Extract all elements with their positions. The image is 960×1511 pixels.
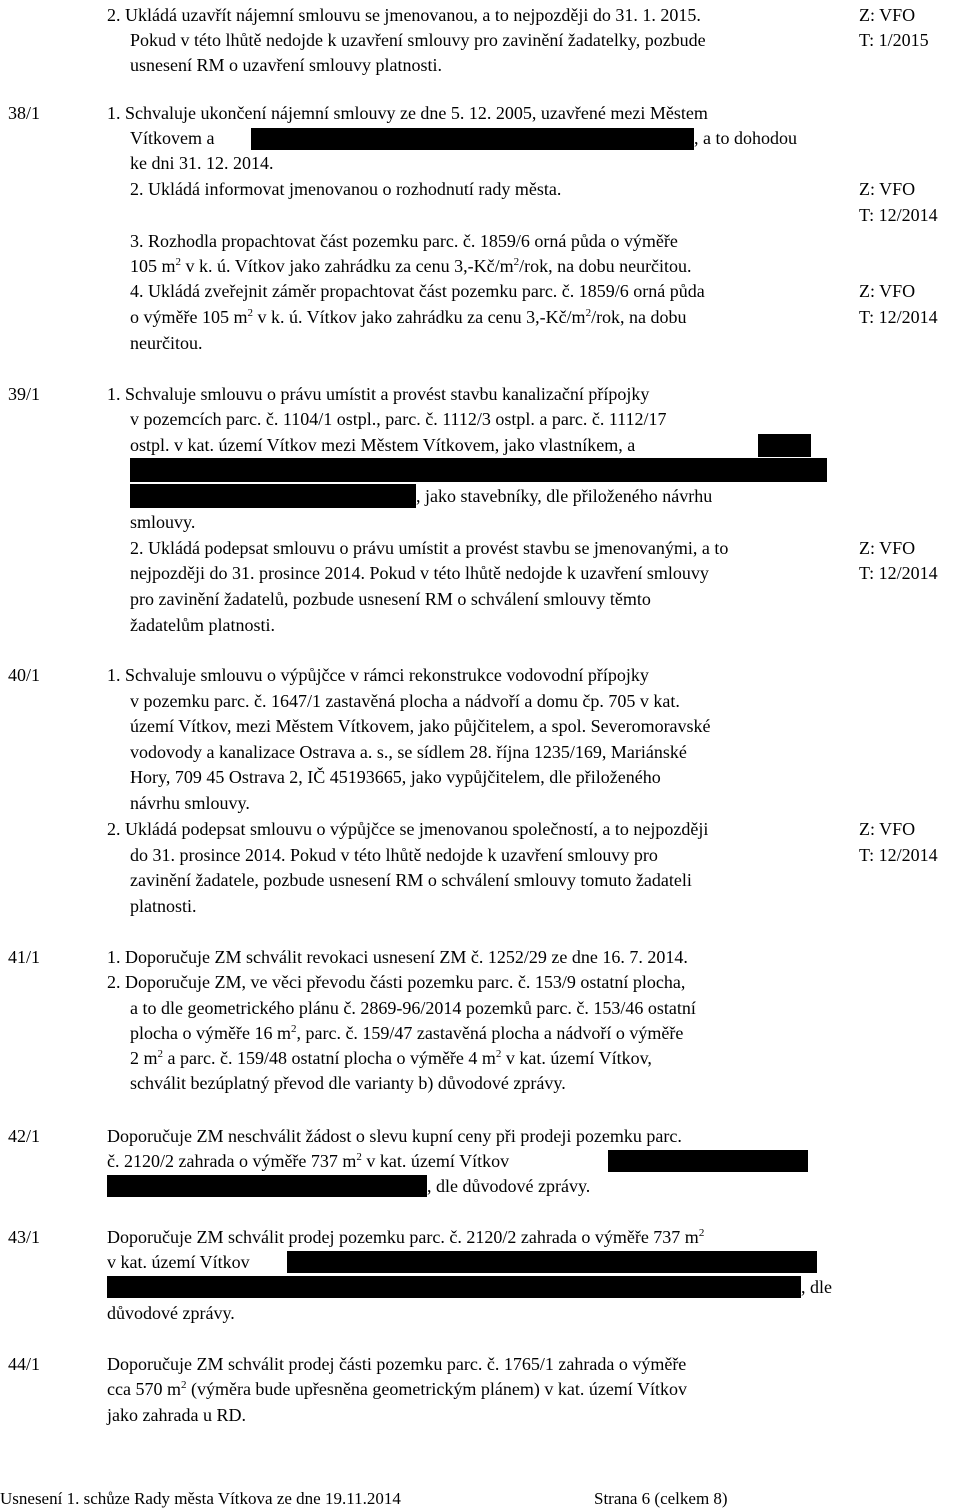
deadline-label: T: 1/2015	[859, 30, 929, 50]
resolution-number: 40/1	[8, 665, 41, 685]
text-line: 1. Schvaluje smlouvu o právu umístit a provést stavbu kanalizační přípojky	[107, 384, 650, 404]
redaction-bar	[130, 484, 416, 508]
text-line: , jako stavebníky, dle přiloženého návrhu	[416, 486, 713, 506]
resolution-number: 39/1	[8, 384, 41, 404]
redaction-bar	[251, 128, 694, 150]
text-line: 2. Ukládá uzavřít nájemní smlouvu se jmenovanou, a to nejpozději do 31. 1. 2015.	[107, 5, 701, 25]
redaction-bar	[107, 1175, 427, 1197]
text-line: v pozemku parc. č. 1647/1 zastavěná plocha a nádvoří a domu čp. 705 v kat.	[130, 691, 680, 711]
text-line: do 31. prosince 2014. Pokud v této lhůtě nedojde k uzavření smlouvy pro	[130, 845, 658, 865]
text-line: 2. Ukládá podepsat smlouvu o právu umístit a provést stavbu se jmenovanými, a to	[130, 538, 729, 558]
text-line: vodovody a kanalizace Ostrava a. s., se sídlem 28. října 1235/169, Mariánské	[130, 742, 687, 762]
text-line: o výměře 105 $m^2$ v k. ú. Vítkov jako zahrádku za cenu $3,-Kč/m^2$/rok, na dobu	[130, 307, 687, 327]
text-line: 1. Doporučuje ZM schválit revokaci usnesení ZM č. 1252/29 ze dne 16. 7. 2014.	[107, 947, 688, 967]
text-line: Hory, 709 45 Ostrava 2, IČ 45193665, jako vypůjčitelem, dle přiloženého	[130, 767, 661, 787]
text-line: ke dni 31. 12. 2014.	[130, 153, 274, 173]
text-line: a to dle geometrického plánu č. 2869-96/2014 pozemků parc. č. 153/46 ostatní	[130, 998, 696, 1018]
text-line: smlouvy.	[130, 512, 196, 532]
text-line: v pozemcích parc. č. 1104/1 ostpl., parc. č. 1112/3 ostpl. a parc. č. 1112/17	[130, 409, 667, 429]
text-line: návrhu smlouvy.	[130, 793, 250, 813]
text-line: platnosti.	[130, 896, 197, 916]
text-line: 2. Doporučuje ZM, ve věci převodu části pozemku parc. č. 153/9 ostatní plocha,	[107, 972, 686, 992]
text-line: cca 570 $m^2$ (výměra bude upřesněna geometrickým plánem) v kat. území Vítkov	[107, 1379, 687, 1399]
text-line: žadatelům platnosti.	[130, 615, 275, 635]
text-line: 2. Ukládá podepsat smlouvu o výpůjčce se jmenovanou společností, a to nejpozději	[107, 819, 709, 839]
text-line: schválit bezúplatný převod dle varianty b) důvodové zprávy.	[130, 1073, 566, 1093]
footer-page-number: Strana 6 (celkem 8)	[594, 1489, 728, 1508]
text-line: č. 2120/2 zahrada o výměře 737 $m^2$ v kat. území Vítkov	[107, 1151, 510, 1171]
text-line: , a to dohodou	[694, 128, 797, 148]
redaction-bar	[758, 434, 811, 457]
text-line: Pokud v této lhůtě nedojde k uzavření smlouvy pro zavinění žadatelky, pozbude	[130, 30, 706, 50]
text-line: neurčitou.	[130, 333, 203, 353]
resolution-number: 44/1	[8, 1354, 41, 1374]
text-line: 3. Rozhodla propachtovat část pozemku parc. č. 1859/6 orná půda o výměře	[130, 231, 678, 251]
text-line: Doporučuje ZM schválit prodej části pozemku parc. č. 1765/1 zahrada o výměře	[107, 1354, 687, 1374]
deadline-label: T: 12/2014	[859, 307, 938, 327]
responsible-label: Z: VFO	[859, 538, 916, 558]
text-line: jako zahrada u RD.	[107, 1405, 246, 1425]
deadline-label: T: 12/2014	[859, 563, 938, 583]
text-line: 4. Ukládá zveřejnit záměr propachtovat část pozemku parc. č. 1859/6 orná půda	[130, 281, 705, 301]
text-line: 2. Ukládá informovat jmenovanou o rozhodnutí rady města.	[130, 179, 562, 199]
text-line: 2 $m^2$ a parc. č. 159/48 ostatní plocha o výměře 4 $m^2$ v kat. území Vítkov,	[130, 1048, 652, 1068]
redaction-bar	[608, 1150, 808, 1172]
resolution-number: 42/1	[8, 1126, 41, 1146]
footer-title: Usnesení 1. schůze Rady města Vítkova ze dne 19.11.2014	[0, 1489, 401, 1508]
deadline-label: T: 12/2014	[859, 205, 938, 225]
responsible-label: Z: VFO	[859, 281, 916, 301]
text-line: , dle důvodové zprávy.	[427, 1176, 591, 1196]
text-line: plocha o výměře 16 $m^2$, parc. č. 159/47 zastavěná plocha a nádvoří o výměře	[130, 1023, 684, 1043]
responsible-label: Z: VFO	[859, 819, 916, 839]
text-line: Vítkovem a	[130, 128, 215, 148]
responsible-label: Z: VFO	[859, 179, 916, 199]
text-line: 1. Schvaluje ukončení nájemní smlouvy ze dne 5. 12. 2005, uzavřené mezi Městem	[107, 103, 708, 123]
text-line: usnesení RM o uzavření smlouvy platnosti.	[130, 55, 442, 75]
text-line: v kat. území Vítkov	[107, 1252, 250, 1272]
responsible-label: Z: VFO	[859, 5, 916, 25]
text-line: ostpl. v kat. území Vítkov mezi Městem Vítkovem, jako vlastníkem, a	[130, 435, 636, 455]
text-line: Doporučuje ZM neschválit žádost o slevu kupní ceny při prodeji pozemku parc.	[107, 1126, 682, 1146]
redaction-bar	[287, 1251, 817, 1273]
redaction-bar	[130, 458, 827, 482]
resolution-number: 38/1	[8, 103, 41, 123]
text-line: nejpozději do 31. prosince 2014. Pokud v této lhůtě nedojde k uzavření smlouvy	[130, 563, 709, 583]
text-line: 1. Schvaluje smlouvu o výpůjčce v rámci rekonstrukce vodovodní přípojky	[107, 665, 649, 685]
text-line: 105 $m^2$ v k. ú. Vítkov jako zahrádku za cenu $3,-Kč/m^2$/rok, na dobu neurčitou.	[130, 256, 692, 276]
resolution-number: 43/1	[8, 1227, 41, 1247]
resolution-number: 41/1	[8, 947, 41, 967]
text-line: pro zavinění žadatelů, pozbude usnesení RM o schválení smlouvy těmto	[130, 589, 651, 609]
text-line: důvodové zprávy.	[107, 1303, 235, 1323]
text-line: , dle	[801, 1277, 832, 1297]
text-line: zavinění žadatele, pozbude usnesení RM o schválení smlouvy tomuto žadateli	[130, 870, 692, 890]
redaction-bar	[107, 1276, 801, 1298]
text-line: území Vítkov, mezi Městem Vítkovem, jako půjčitelem, a spol. Severomoravské	[130, 716, 711, 736]
deadline-label: T: 12/2014	[859, 845, 938, 865]
text-line: Doporučuje ZM schválit prodej pozemku parc. č. 2120/2 zahrada o výměře 737 $m^2$	[107, 1227, 705, 1247]
